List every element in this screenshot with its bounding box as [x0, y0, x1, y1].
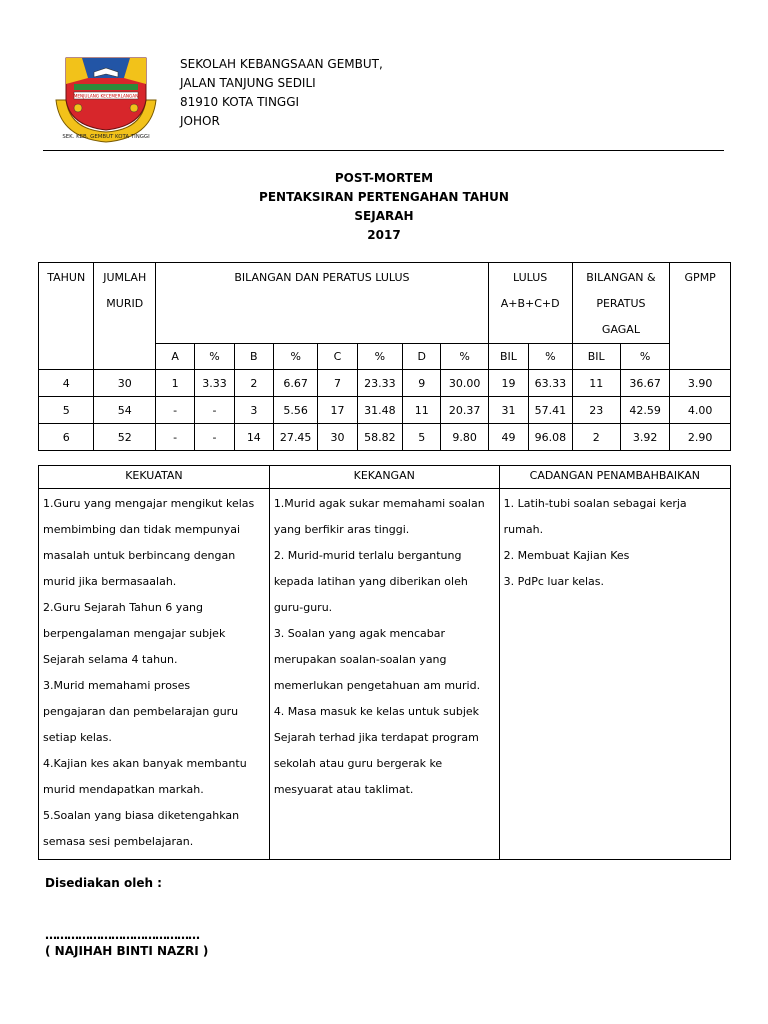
school-address	[180, 55, 383, 131]
prepared-by-label: Disediakan oleh :	[45, 876, 162, 890]
table-cell: 14	[234, 424, 273, 451]
table-cell: 20.37	[441, 397, 488, 424]
header-lulus-line2: A+B+C+D	[500, 297, 560, 310]
subheader-cell: BIL	[572, 344, 620, 370]
list-item: 2. Murid-murid terlalu bergantung	[273, 549, 462, 562]
list-item: membimbing dan tidak mempunyai	[43, 523, 241, 536]
header-jumlah-line2: MURID	[106, 297, 144, 310]
list-item: berpengalaman mengajar subjek	[43, 627, 226, 640]
header-lulus	[488, 263, 572, 344]
subheader-cell: %	[529, 344, 572, 370]
table-cell: 30	[318, 424, 357, 451]
table-cell: 27.45	[273, 424, 317, 451]
title-line-1: POST-MORTEM	[334, 171, 434, 185]
table-cell: 5	[39, 397, 94, 424]
results-row-tahun-6	[39, 424, 731, 451]
subheader-cell: C	[318, 344, 357, 370]
kekangan-column	[269, 489, 499, 860]
table-cell: 5.56	[273, 397, 317, 424]
header-bilangan-peratus-lulus: BILANGAN DAN PERATUS LULUS	[156, 263, 489, 344]
title-line-2: PENTAKSIRAN PERTENGAHAN TAHUN	[259, 190, 509, 204]
table-cell: 49	[488, 424, 528, 451]
list-item: 1. Latih-tubi soalan sebagai kerja	[503, 497, 687, 510]
address-line-1: SEKOLAH KEBANGSAAN GEMBUT,	[180, 57, 383, 71]
header-jumlah-line1: JUMLAH	[103, 271, 147, 284]
results-table	[38, 262, 731, 451]
subheader-cell: BIL	[488, 344, 528, 370]
logo-banner-text: MENJULANG KECEMERLANGAN	[73, 93, 139, 99]
title-line-3: SEJARAH	[354, 209, 414, 223]
header-kekuatan: KEKUATAN	[39, 466, 270, 489]
table-cell: 11	[572, 370, 620, 397]
table-cell: 2.90	[670, 424, 731, 451]
results-row-tahun-4	[39, 370, 731, 397]
table-cell: -	[195, 397, 234, 424]
cadangan-column	[499, 489, 730, 860]
table-cell: 30	[94, 370, 156, 397]
list-item: mesyuarat atau taklimat.	[273, 783, 414, 796]
table-cell: 31.48	[357, 397, 402, 424]
list-item: kepada latihan yang diberikan oleh	[273, 575, 468, 588]
table-cell: 23	[572, 397, 620, 424]
header-gagal-line3: GAGAL	[601, 323, 640, 336]
table-cell: 3.33	[195, 370, 234, 397]
list-item: 4. Masa masuk ke kelas untuk subjek	[273, 705, 480, 718]
title-line-4: 2017	[367, 228, 401, 242]
table-cell: 3.90	[670, 370, 731, 397]
header-divider	[43, 150, 724, 151]
school-crest-logo	[50, 50, 162, 146]
list-item: setiap kelas.	[43, 731, 112, 744]
list-item: 4.Kajian kes akan banyak membantu	[43, 757, 247, 770]
table-cell: 9.80	[441, 424, 488, 451]
list-item: merupakan soalan-soalan yang	[273, 653, 447, 666]
table-cell: 6.67	[273, 370, 317, 397]
analysis-header-row	[39, 466, 731, 489]
table-cell: 4.00	[670, 397, 731, 424]
table-cell: 58.82	[357, 424, 402, 451]
subheader-cell: D	[403, 344, 441, 370]
header-cadangan: CADANGAN PENAMBAHBAIKAN	[499, 466, 730, 489]
signature-line: ……………………………………	[45, 928, 199, 942]
header-gpmp: GPMP	[670, 263, 731, 370]
table-cell: 17	[318, 397, 357, 424]
list-item: murid jika bermasaalah.	[43, 575, 177, 588]
list-item: masalah untuk berbincang dengan	[43, 549, 236, 562]
table-cell: 4	[39, 370, 94, 397]
table-cell: -	[156, 397, 195, 424]
list-item: yang berfikir aras tinggi.	[273, 523, 410, 536]
table-cell: -	[156, 424, 195, 451]
table-cell: 23.33	[357, 370, 402, 397]
table-cell: 3	[234, 397, 273, 424]
table-cell: 63.33	[529, 370, 572, 397]
subheader-cell: %	[441, 344, 488, 370]
analysis-body-row	[39, 489, 731, 860]
list-item: guru-guru.	[273, 601, 333, 614]
subheader-cell: %	[620, 344, 669, 370]
header-gagal	[572, 263, 670, 344]
address-line-3: 81910 KOTA TINGGI	[180, 95, 300, 109]
table-cell: 3.92	[620, 424, 669, 451]
table-cell: 36.67	[620, 370, 669, 397]
document-title	[0, 169, 768, 245]
list-item: 5.Soalan yang biasa diketengahkan	[43, 809, 240, 822]
logo-ring-text: SEK. KEB. GEMBUT KOTA TINGGI	[62, 134, 150, 140]
header-kekangan: KEKANGAN	[269, 466, 499, 489]
subheader-cell: %	[273, 344, 317, 370]
results-row-tahun-5	[39, 397, 731, 424]
table-cell: 31	[488, 397, 528, 424]
address-line-4: JOHOR	[180, 114, 220, 128]
analysis-table	[38, 465, 731, 860]
list-item: 3.Murid memahami proses	[43, 679, 191, 692]
preparer-name: ( NAJIHAH BINTI NAZRI )	[45, 944, 209, 958]
list-item: sekolah atau guru bergerak ke	[273, 757, 443, 770]
list-item: 2.Guru Sejarah Tahun 6 yang	[43, 601, 204, 614]
header-gagal-line2: PERATUS	[596, 297, 646, 310]
table-cell: 19	[488, 370, 528, 397]
list-item: rumah.	[503, 523, 544, 536]
list-item: 1.Guru yang mengajar mengikut kelas	[43, 497, 255, 510]
table-cell: 57.41	[529, 397, 572, 424]
prepared-by-section	[45, 876, 208, 958]
address-line-2: JALAN TANJUNG SEDILI	[180, 76, 316, 90]
table-cell: -	[195, 424, 234, 451]
table-cell: 52	[94, 424, 156, 451]
subheader-cell: A	[156, 344, 195, 370]
subheader-cell: B	[234, 344, 273, 370]
table-cell: 9	[403, 370, 441, 397]
list-item: 3. PdPc luar kelas.	[503, 575, 604, 588]
list-item: murid mendapatkan markah.	[43, 783, 204, 796]
header-jumlah-murid	[94, 263, 156, 370]
table-cell: 11	[403, 397, 441, 424]
list-item: memerlukan pengetahuan am murid.	[273, 679, 481, 692]
subheader-cell: %	[357, 344, 402, 370]
list-item: semasa sesi pembelajaran.	[43, 835, 194, 848]
list-item: 3. Soalan yang agak mencabar	[273, 627, 446, 640]
list-item: pengajaran dan pembelarajan guru	[43, 705, 239, 718]
header-gagal-line1: BILANGAN &	[586, 271, 656, 284]
table-cell: 42.59	[620, 397, 669, 424]
table-cell: 7	[318, 370, 357, 397]
table-cell: 30.00	[441, 370, 488, 397]
table-cell: 2	[572, 424, 620, 451]
list-item: Sejarah selama 4 tahun.	[43, 653, 178, 666]
list-item: 1.Murid agak sukar memahami soalan	[273, 497, 485, 510]
header-lulus-line1: LULUS	[513, 271, 548, 284]
list-item: 2. Membuat Kajian Kes	[503, 549, 630, 562]
table-cell: 1	[156, 370, 195, 397]
table-cell: 6	[39, 424, 94, 451]
kekuatan-column	[39, 489, 270, 860]
subheader-cell: %	[195, 344, 234, 370]
results-header-row	[39, 263, 731, 344]
header-tahun: TAHUN	[39, 263, 94, 370]
table-cell: 2	[234, 370, 273, 397]
table-cell: 96.08	[529, 424, 572, 451]
table-cell: 54	[94, 397, 156, 424]
list-item: Sejarah terhad jika terdapat program	[273, 731, 479, 744]
table-cell: 5	[403, 424, 441, 451]
